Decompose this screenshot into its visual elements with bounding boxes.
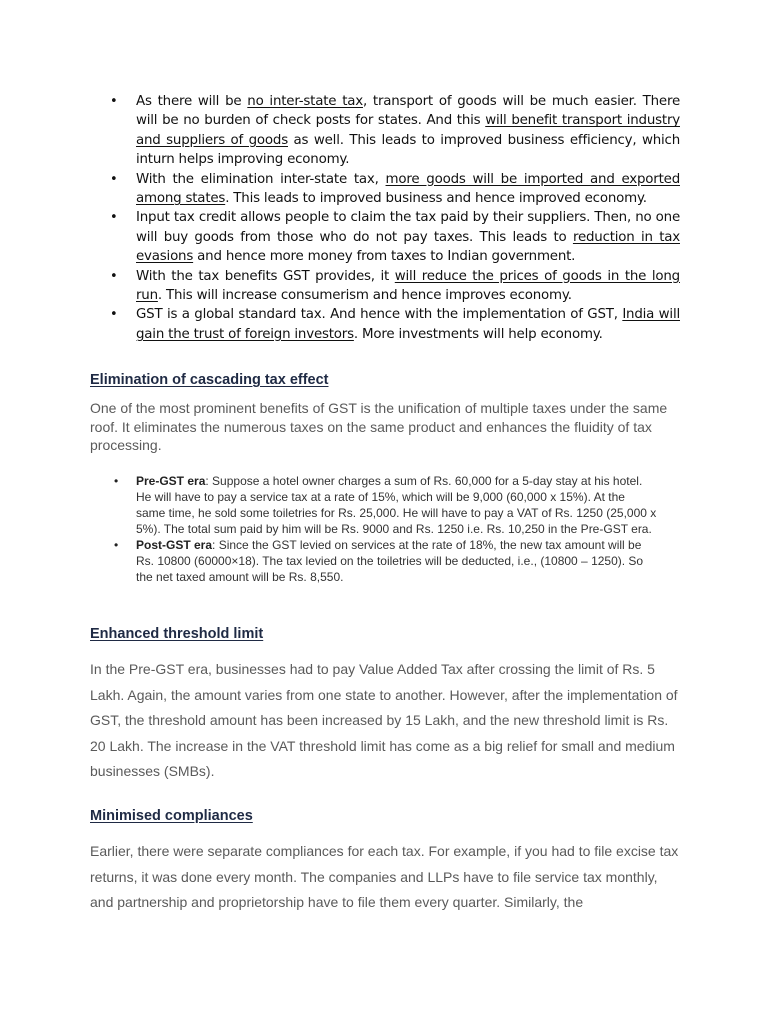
underlined-phrase: reduction in tax evasions [136, 229, 680, 265]
underlined-phrase: more goods will be imported and exported among states [136, 171, 680, 207]
section-heading-threshold-limit: Enhanced threshold limit [90, 626, 264, 642]
list-item [108, 170, 680, 209]
bullet-text: : Since the GST levied on services at the rate of 18%, the new tax amount will be Rs. 10800 (60000×18). The tax levied on the toiletries will be deducted, i.e., (10800 – 1250). So the net taxed amount will be Rs. 8,550. [136, 538, 644, 584]
list-item [112, 473, 657, 537]
example-bullet-list [112, 473, 657, 585]
underlined-phrase: no inter-state tax [247, 94, 363, 109]
section-paragraph-cascading-tax: One of the most prominent benefits of GST is the unification of multiple taxes under the same roof. It eliminates the numerous taxes on the same product and enhances the fluidity of tax processing. [90, 400, 668, 453]
bullet-text: . This leads to improved business and hence improved economy. [225, 191, 647, 207]
bullet-text: With the tax benefits GST provides, it [136, 268, 395, 284]
bullet-text: as well. This leads to improved business efficiency, which inturn helps improving economy. [136, 132, 680, 168]
bullet-text: As there will be [136, 94, 248, 109]
benefits-bullet-list [108, 92, 680, 344]
bullet-text: GST is a global standard tax. And hence with the implementation of GST, [136, 307, 623, 323]
bullet-text: With the elimination inter-state tax, [136, 171, 386, 187]
bullet-label: Post-GST era [136, 538, 213, 552]
underlined-phrase: will benefit transport industry and suppliers of goods [136, 113, 680, 148]
list-item [108, 267, 680, 306]
section-heading-compliances: Minimised compliances [90, 808, 253, 824]
section-paragraph-compliances: Earlier, there were separate compliances for each tax. For example, if you had to file excise tax returns, it was done every month. The companies and LLPs have to file service tax monthly, and partnership and proprietorship have to file them every quarter. Similarly, the [90, 843, 679, 910]
underlined-phrase: will reduce the prices of goods in the long run [136, 268, 680, 304]
section-heading-cascading-tax: Elimination of cascading tax effect [90, 372, 329, 388]
list-item [112, 537, 657, 585]
list-item [108, 305, 680, 344]
bullet-text: : Suppose a hotel owner charges a sum of Rs. 60,000 for a 5-day stay at his hotel. He will have to pay a service tax at a rate of 15%, which will be 9,000 (60,000 x 15%). At the same time, he sold some toiletries for Rs. 25,000. He will have to pay a VAT of Rs. 1250 (25,000 x 5%). The total sum paid by him will be Rs. 9000 and Rs. 1250 i.e. Rs. 10,250 in the Pre-GST era. [136, 474, 657, 536]
section-paragraph-threshold-limit: In the Pre-GST era, businesses had to pay Value Added Tax after crossing the limit of Rs. 5 Lakh. Again, the amount varies from one state to another. However, after the implementation of GST, the threshold amount has been increased by 15 Lakh, and the new threshold limit is Rs. 20 Lakh. The increase in the VAT threshold limit has come as a big relief for small and medium businesses (SMBs). [90, 661, 678, 779]
bullet-text: and hence more money from taxes to Indian government. [193, 249, 576, 265]
bullet-text: , transport of goods will be much easier. There will be no burden of check posts for states. And this [136, 94, 681, 129]
bullet-text: . More investments will help economy. [353, 326, 603, 342]
bullet-text: Input tax credit allows people to claim the tax paid by their suppliers. Then, no one will buy goods from those who do not pay taxes. This leads to [136, 210, 680, 245]
underlined-phrase: India will gain the trust of foreign investors [136, 307, 680, 342]
list-item [108, 92, 680, 170]
list-item [108, 208, 680, 266]
bullet-text: . This will increase consumerism and hence improves economy. [157, 288, 572, 304]
bullet-label: Pre-GST era [136, 474, 206, 488]
